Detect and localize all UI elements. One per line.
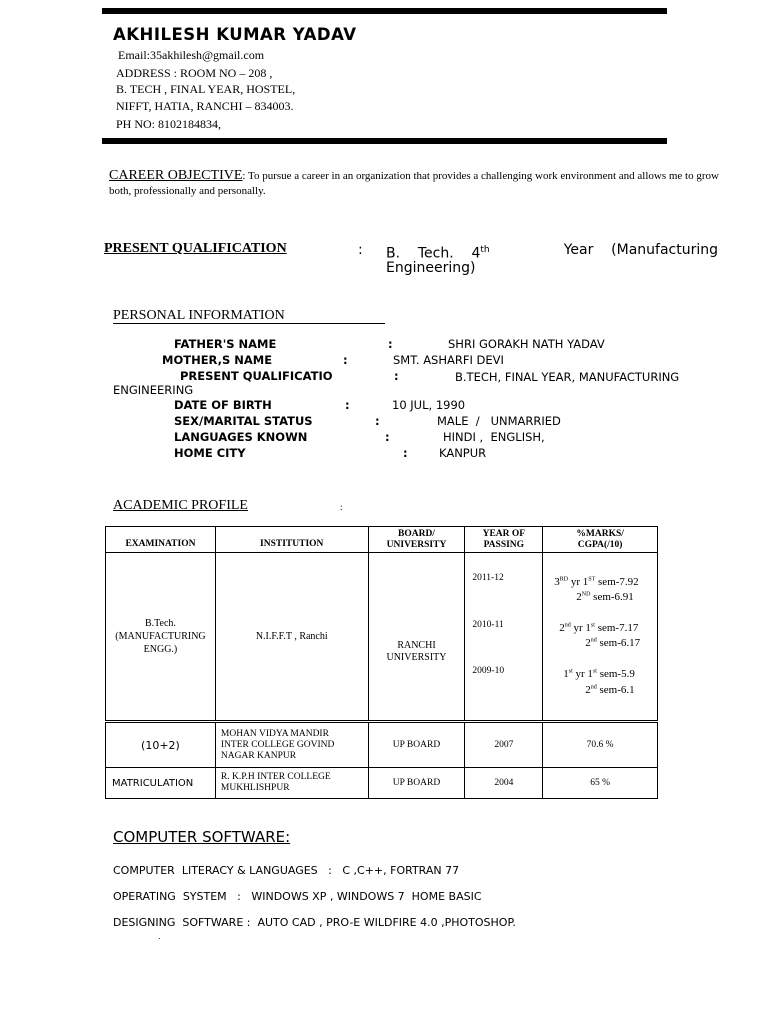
col-year [465,527,543,553]
qualification-value: B.TECH, FINAL YEAR, MANUFACTURING [455,370,680,384]
col-marks-line-1: %MARKS/ [576,528,624,539]
address-line-3: NIFFT, HATIA, RANCHI – 834003. [116,99,294,113]
table-header-row [106,527,658,553]
btech-year-3: 2009-10 [472,666,505,676]
fathers-name-colon: : [388,337,393,351]
tenth-marks: 65 % [543,768,658,799]
twelfth-board: UP BOARD [368,722,465,768]
address-line-1: ADDRESS : ROOM NO – 208 , [116,66,273,80]
tenth-board: UP BOARD [368,768,465,799]
dob-colon: : [345,398,350,412]
table-row-twelfth [106,722,658,768]
academic-profile-heading: ACADEMIC PROFILE [113,498,248,513]
pq-value-1: B. Tech. 4 [386,245,481,262]
btech-board [368,553,465,722]
address-line-2: B. TECH , FINAL YEAR, HOSTEL, [116,82,296,96]
sex-marital-colon: : [375,414,380,428]
sex-marital-label: SEX/MARITAL STATUS [174,414,313,428]
header-top-rule [102,8,667,14]
software-design-line: DESIGNING SOFTWARE : AUTO CAD , PRO-E WILDFIRE 4.0 ,PHOTOSHOP. [113,916,516,929]
tenth-exam: MATRICULATION [106,768,216,799]
languages-value: HINDI , ENGLISH, [443,430,545,444]
qualification-colon: : [394,369,399,383]
software-os-line: OPERATING SYSTEM : WINDOWS XP , WINDOWS 7 HOME BASIC [113,890,482,903]
table-row-btech [106,553,658,722]
btech-mark-2: 2ND sem-6.91 [576,591,634,603]
btech-exam-line-1: B.Tech. [144,618,176,629]
twelfth-exam: (10+2) [106,722,216,768]
btech-exam-line-2: (MANUFACTURING [115,631,206,642]
btech-board-line-2: UNIVERSITY [386,651,447,663]
academic-table [105,526,658,799]
btech-exam-line-3: ENGG.) [143,644,178,655]
qualification-value-cont: ENGINEERING [113,383,194,397]
fathers-name-label: FATHER'S NAME [174,337,277,351]
table-row-tenth [106,768,658,799]
personal-info-underline [113,323,385,324]
stray-dot: . [158,932,161,941]
mothers-name-label: MOTHER,S NAME [162,353,273,367]
qualification-label: PRESENT QUALIFICATIO [180,369,333,383]
mothers-name-colon: : [343,353,348,367]
btech-year-1: 2011-12 [472,573,504,583]
languages-label: LANGUAGES KNOWN [174,430,308,444]
sex-marital-value: MALE / UNMARRIED [437,414,561,428]
btech-mark-1: 3RD yr 1ST sem-7.92 [554,576,639,588]
header-bottom-rule [102,138,667,144]
btech-years [465,553,543,722]
fathers-name-value: SHRI GORAKH NATH YADAV [448,337,605,351]
col-board [368,527,465,553]
pq-value-2: Year (Manufacturing [563,242,718,258]
present-qualification-colon: : [358,242,363,258]
btech-mark-5: 1st yr 1st sem-5.9 [563,668,635,680]
col-institution: INSTITUTION [215,527,368,553]
career-objective-heading: CAREER OBJECTIVE [109,168,243,183]
tenth-year: 2004 [465,768,543,799]
home-city-label: HOME CITY [174,446,246,460]
col-marks-line-2: CGPA(/10) [577,539,623,550]
col-year-line-2: PASSING [483,539,525,550]
tenth-institution: R. K.P.H INTER COLLEGE MUKHLISHPUR [215,768,368,799]
software-literacy-line: COMPUTER LITERACY & LANGUAGES : C ,C++, FORTRAN 77 [113,864,460,877]
languages-colon: : [385,430,390,444]
btech-mark-3: 2nd yr 1st sem-7.17 [559,622,639,634]
col-year-line-1: YEAR OF [482,528,526,539]
present-qualification-heading: PRESENT QUALIFICATION [104,241,287,256]
home-city-value: KANPUR [439,446,487,460]
computer-software-heading: COMPUTER SOFTWARE: [113,828,291,846]
academic-profile-colon: : [340,502,343,512]
col-examination: EXAMINATION [106,527,216,553]
col-board-line-1: BOARD/ [398,528,435,539]
btech-exam [106,553,216,722]
pq-sup: th [480,245,490,255]
btech-year-2: 2010-11 [472,620,504,630]
candidate-name: AKHILESH KUMAR YADAV [113,25,357,44]
btech-marks [543,553,658,722]
btech-mark-6: 2nd sem-6.1 [585,684,635,696]
btech-mark-4: 2nd sem-6.17 [585,637,641,649]
career-objective-text: : To pursue a career in an organization that provides a challenging work environment and allows me to grow both, professionally and personally. [109,170,719,197]
career-objective [109,168,724,199]
personal-info-heading: PERSONAL INFORMATION [113,308,285,323]
dob-label: DATE OF BIRTH [174,398,272,412]
btech-institution: N.I.F.F.T , Ranchi [215,553,368,722]
home-city-colon: : [403,446,408,460]
dob-value: 10 JUL, 1990 [392,398,466,412]
email-line: Email:35akhilesh@gmail.com [118,48,265,62]
col-marks [543,527,658,553]
phone-line: PH NO: 8102184834, [116,117,222,131]
btech-board-line-1: RANCHI [397,639,436,651]
col-board-line-2: UNIVERSITY [386,539,447,550]
twelfth-marks: 70.6 % [543,722,658,768]
twelfth-institution: MOHAN VIDYA MANDIR INTER COLLEGE GOVIND NAGAR KANPUR [215,722,368,768]
twelfth-year: 2007 [465,722,543,768]
pq-value-3: Engineering) [386,260,476,276]
mothers-name-value: SMT. ASHARFI DEVI [393,353,504,367]
